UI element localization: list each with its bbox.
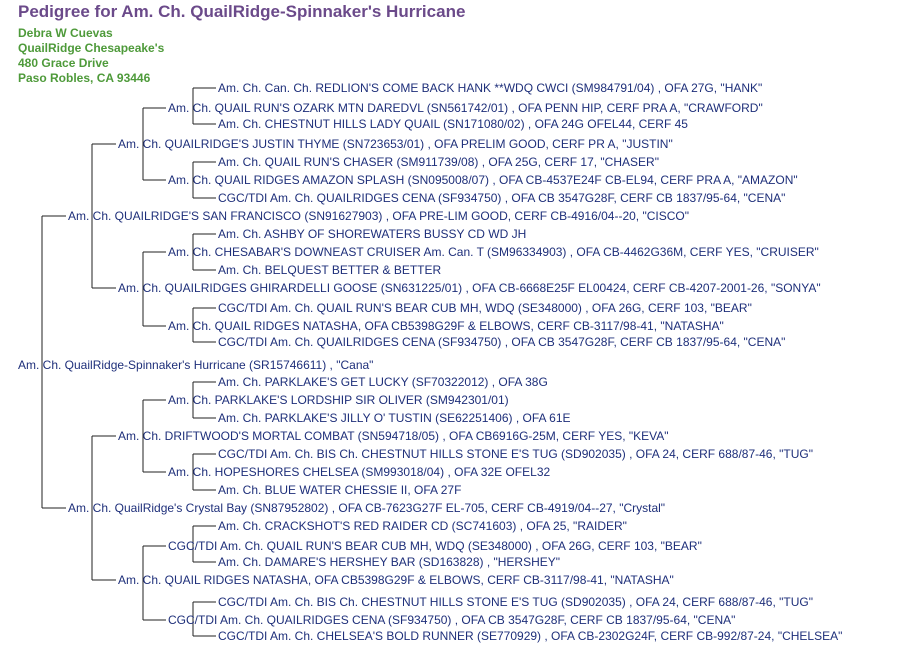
sire-sire-sire: Am. Ch. QUAIL RUN'S OZARK MTN DAREDVL (SN561742/01) , OFA PENN HIP, CERF PRA A, "CRAWFORD" — [168, 101, 763, 115]
sire: Am. Ch. QUAILRIDGE'S SAN FRANCISCO (SN91627903) , OFA PRE-LIM GOOD, CERF CB-4916/04--20, "CISCO" — [68, 209, 689, 223]
dam-dam-sire-dam: Am. Ch. DAMARE'S HERSHEY BAR (SD163828) , "HERSHEY" — [218, 555, 561, 569]
dam-sire-sire: Am. Ch. PARKLAKE'S LORDSHIP SIR OLIVER (SM942301/01) — [168, 393, 509, 407]
dam-sire: Am. Ch. DRIFTWOOD'S MORTAL COMBAT (SN594718/05) , OFA CB6916G-25M, CERF YES, "KEVA" — [118, 429, 669, 443]
dam-sire-sire-dam: Am. Ch. PARKLAKE'S JILLY O' TUSTIN (SE62251406) , OFA 61E — [218, 411, 571, 425]
sire-sire-dam-dam: CGC/TDI Am. Ch. QUAILRIDGES CENA (SF934750) , OFA CB 3547G28F, CERF CB 1837/95-64, "CENA" — [218, 191, 786, 205]
sire-dam-sire-dam: Am. Ch. BELQUEST BETTER & BETTER — [218, 263, 442, 277]
page-title: Pedigree for Am. Ch. QuailRidge-Spinnaker's Hurricane — [18, 2, 466, 21]
subject-dog: Am. Ch. QuailRidge-Spinnaker's Hurricane (SR15746611) , "Cana" — [18, 358, 374, 372]
dam-sire-sire-sire: Am. Ch. PARKLAKE'S GET LUCKY (SF70322012) , OFA 38G — [218, 375, 548, 389]
sire-dam-sire-sire: Am. Ch. ASHBY OF SHOREWATERS BUSSY CD WD JH — [218, 227, 527, 241]
dam-sire-dam-sire: CGC/TDI Am. Ch. BIS Ch. CHESTNUT HILLS STONE E'S TUG (SD902035) , OFA 24, CERF 688/87-46, "TUG" — [218, 447, 813, 461]
dam: Am. Ch. QuailRidge's Crystal Bay (SN87952802) , OFA CB-7623G27F EL-705, CERF CB-4919/04--27, "Crystal" — [68, 501, 666, 515]
kennel-name: QuailRidge Chesapeake's — [18, 41, 165, 55]
sire-dam-dam: Am. Ch. QUAIL RIDGES NATASHA, OFA CB5398G29F & ELBOWS, CERF CB-3117/98-41, "NATASHA" — [168, 319, 724, 333]
sire-dam-dam-dam: CGC/TDI Am. Ch. QUAILRIDGES CENA (SF934750) , OFA CB 3547G28F, CERF CB 1837/95-64, "CENA" — [218, 335, 786, 349]
dam-dam-sire-sire: Am. Ch. CRACKSHOT'S RED RAIDER CD (SC741603) , OFA 25, "RAIDER" — [218, 519, 627, 533]
city-state-zip: Paso Robles, CA 93446 — [18, 71, 151, 85]
sire-sire-sire-dam: Am. Ch. CHESTNUT HILLS LADY QUAIL (SN171080/02) , OFA 24G OFEL44, CERF 45 — [218, 117, 688, 131]
owner-name: Debra W Cuevas — [18, 26, 113, 40]
dam-dam-dam-dam: CGC/TDI Am. Ch. CHELSEA'S BOLD RUNNER (SE770929) , OFA CB-2302G24F, CERF CB-992/87-24, "CHELSEA" — [218, 629, 843, 643]
sire-sire: Am. Ch. QUAILRIDGE'S JUSTIN THYME (SN723653/01) , OFA PRELIM GOOD, CERF PR A, "JUSTIN" — [118, 137, 673, 151]
sire-dam: Am. Ch. QUAILRIDGES GHIRARDELLI GOOSE (SN631225/01) , OFA CB-6668E25F EL00424, CERF CB-4207-2001-26, "SONYA" — [118, 281, 821, 295]
sire-sire-sire-sire: Am. Ch. Can. Ch. REDLION'S COME BACK HANK **WDQ CWCI (SM984791/04) , OFA 27G, "HANK" — [218, 81, 763, 95]
sire-dam-sire: Am. Ch. CHESABAR'S DOWNEAST CRUISER Am. Can. T (SM96334903) , OFA CB-4462G36M, CERF YES, "CRUISER" — [168, 245, 819, 259]
sire-sire-dam-sire: Am. Ch. QUAIL RUN'S CHASER (SM911739/08) , OFA 25G, CERF 17, "CHASER" — [218, 155, 659, 169]
street-address: 480 Grace Drive — [18, 56, 109, 70]
sire-sire-dam: Am. Ch. QUAIL RIDGES AMAZON SPLASH (SN095008/07) , OFA CB-4537E24F CB-EL94, CERF PRA A, "AMAZON" — [168, 173, 798, 187]
dam-sire-dam: Am. Ch. HOPESHORES CHELSEA (SM993018/04) , OFA 32E OFEL32 — [168, 465, 551, 479]
dam-dam-dam-sire: CGC/TDI Am. Ch. BIS Ch. CHESTNUT HILLS STONE E'S TUG (SD902035) , OFA 24, CERF 688/87-46, "TUG" — [218, 595, 813, 609]
dam-dam: Am. Ch. QUAIL RIDGES NATASHA, OFA CB5398G29F & ELBOWS, CERF CB-3117/98-41, "NATASHA" — [118, 573, 674, 587]
dam-dam-dam: CGC/TDI Am. Ch. QUAILRIDGES CENA (SF934750) , OFA CB 3547G28F, CERF CB 1837/95-64, "CENA" — [168, 613, 736, 627]
dam-dam-sire: CGC/TDI Am. Ch. QUAIL RUN'S BEAR CUB MH, WDQ (SE348000) , OFA 26G, CERF 103, "BEAR" — [168, 539, 702, 553]
dam-sire-dam-dam: Am. Ch. BLUE WATER CHESSIE II, OFA 27F — [218, 483, 462, 497]
sire-dam-dam-sire: CGC/TDI Am. Ch. QUAIL RUN'S BEAR CUB MH, WDQ (SE348000) , OFA 26G, CERF 103, "BEAR" — [218, 301, 752, 315]
